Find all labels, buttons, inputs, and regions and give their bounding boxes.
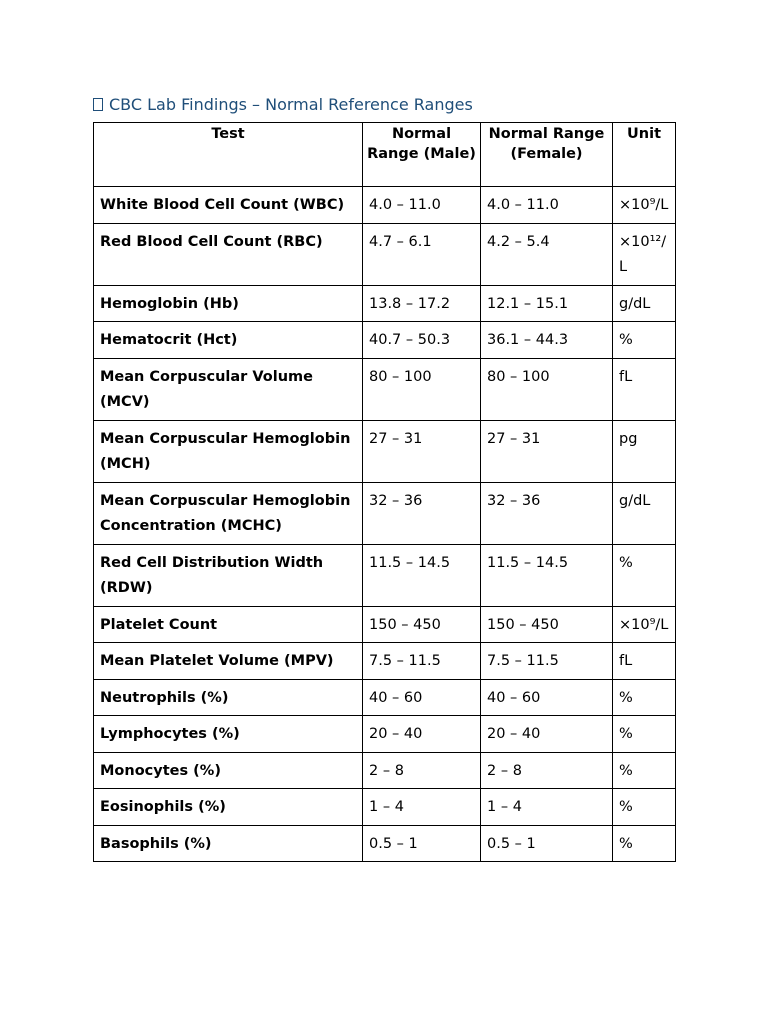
clipboard-icon bbox=[93, 98, 103, 111]
female-range-cell: 4.2 – 5.4 bbox=[481, 223, 613, 285]
table-row bbox=[94, 223, 676, 285]
table-row bbox=[94, 285, 676, 322]
female-range-cell: 0.5 – 1 bbox=[481, 825, 613, 862]
male-range-cell: 0.5 – 1 bbox=[363, 825, 481, 862]
header-female-range: Normal Range (Female) bbox=[481, 123, 613, 187]
test-name-cell: Eosinophils (%) bbox=[94, 789, 363, 826]
test-name-cell: Mean Corpuscular Hemoglobin Concentration (MCHC) bbox=[94, 482, 363, 544]
header-unit: Unit bbox=[613, 123, 676, 187]
test-name-cell: Mean Platelet Volume (MPV) bbox=[94, 643, 363, 680]
test-name-cell: Lymphocytes (%) bbox=[94, 716, 363, 753]
table-body bbox=[94, 187, 676, 862]
unit-cell: % bbox=[613, 825, 676, 862]
unit-cell: % bbox=[613, 752, 676, 789]
table-row bbox=[94, 322, 676, 359]
table-row bbox=[94, 825, 676, 862]
male-range-cell: 11.5 – 14.5 bbox=[363, 544, 481, 606]
unit-cell: ×10⁹/L bbox=[613, 606, 676, 643]
unit-cell: % bbox=[613, 322, 676, 359]
unit-cell: ×10⁹/L bbox=[613, 187, 676, 224]
table-row bbox=[94, 187, 676, 224]
unit-cell: % bbox=[613, 789, 676, 826]
unit-cell: ×10¹²/L bbox=[613, 223, 676, 285]
unit-cell: % bbox=[613, 679, 676, 716]
male-range-cell: 13.8 – 17.2 bbox=[363, 285, 481, 322]
table-row bbox=[94, 643, 676, 680]
female-range-cell: 32 – 36 bbox=[481, 482, 613, 544]
male-range-cell: 1 – 4 bbox=[363, 789, 481, 826]
female-range-cell: 2 – 8 bbox=[481, 752, 613, 789]
test-name-cell: Monocytes (%) bbox=[94, 752, 363, 789]
test-name-cell: Mean Corpuscular Hemoglobin (MCH) bbox=[94, 420, 363, 482]
table-row bbox=[94, 789, 676, 826]
female-range-cell: 7.5 – 11.5 bbox=[481, 643, 613, 680]
table-row bbox=[94, 358, 676, 420]
table-row bbox=[94, 606, 676, 643]
header-row bbox=[94, 123, 676, 187]
cbc-reference-table bbox=[93, 122, 676, 862]
table-row bbox=[94, 544, 676, 606]
male-range-cell: 40.7 – 50.3 bbox=[363, 322, 481, 359]
male-range-cell: 27 – 31 bbox=[363, 420, 481, 482]
male-range-cell: 4.0 – 11.0 bbox=[363, 187, 481, 224]
female-range-cell: 20 – 40 bbox=[481, 716, 613, 753]
table-row bbox=[94, 752, 676, 789]
table-row bbox=[94, 679, 676, 716]
female-range-cell: 1 – 4 bbox=[481, 789, 613, 826]
female-range-cell: 150 – 450 bbox=[481, 606, 613, 643]
test-name-cell: Hematocrit (Hct) bbox=[94, 322, 363, 359]
male-range-cell: 150 – 450 bbox=[363, 606, 481, 643]
document-title-text: CBC Lab Findings – Normal Reference Ranges bbox=[109, 95, 473, 114]
table-row bbox=[94, 716, 676, 753]
female-range-cell: 12.1 – 15.1 bbox=[481, 285, 613, 322]
female-range-cell: 40 – 60 bbox=[481, 679, 613, 716]
test-name-cell: Basophils (%) bbox=[94, 825, 363, 862]
male-range-cell: 7.5 – 11.5 bbox=[363, 643, 481, 680]
unit-cell: % bbox=[613, 716, 676, 753]
male-range-cell: 32 – 36 bbox=[363, 482, 481, 544]
female-range-cell: 80 – 100 bbox=[481, 358, 613, 420]
test-name-cell: Red Cell Distribution Width (RDW) bbox=[94, 544, 363, 606]
unit-cell: g/dL bbox=[613, 482, 676, 544]
test-name-cell: Hemoglobin (Hb) bbox=[94, 285, 363, 322]
test-name-cell: White Blood Cell Count (WBC) bbox=[94, 187, 363, 224]
document-title bbox=[93, 95, 473, 115]
female-range-cell: 36.1 – 44.3 bbox=[481, 322, 613, 359]
male-range-cell: 20 – 40 bbox=[363, 716, 481, 753]
unit-cell: fL bbox=[613, 358, 676, 420]
male-range-cell: 40 – 60 bbox=[363, 679, 481, 716]
test-name-cell: Platelet Count bbox=[94, 606, 363, 643]
table-row bbox=[94, 420, 676, 482]
test-name-cell: Neutrophils (%) bbox=[94, 679, 363, 716]
male-range-cell: 80 – 100 bbox=[363, 358, 481, 420]
unit-cell: % bbox=[613, 544, 676, 606]
header-male-range: Normal Range (Male) bbox=[363, 123, 481, 187]
table-row bbox=[94, 482, 676, 544]
male-range-cell: 2 – 8 bbox=[363, 752, 481, 789]
female-range-cell: 27 – 31 bbox=[481, 420, 613, 482]
female-range-cell: 4.0 – 11.0 bbox=[481, 187, 613, 224]
male-range-cell: 4.7 – 6.1 bbox=[363, 223, 481, 285]
unit-cell: pg bbox=[613, 420, 676, 482]
unit-cell: g/dL bbox=[613, 285, 676, 322]
female-range-cell: 11.5 – 14.5 bbox=[481, 544, 613, 606]
test-name-cell: Mean Corpuscular Volume (MCV) bbox=[94, 358, 363, 420]
header-test: Test bbox=[94, 123, 363, 187]
unit-cell: fL bbox=[613, 643, 676, 680]
table-header bbox=[94, 123, 676, 187]
test-name-cell: Red Blood Cell Count (RBC) bbox=[94, 223, 363, 285]
